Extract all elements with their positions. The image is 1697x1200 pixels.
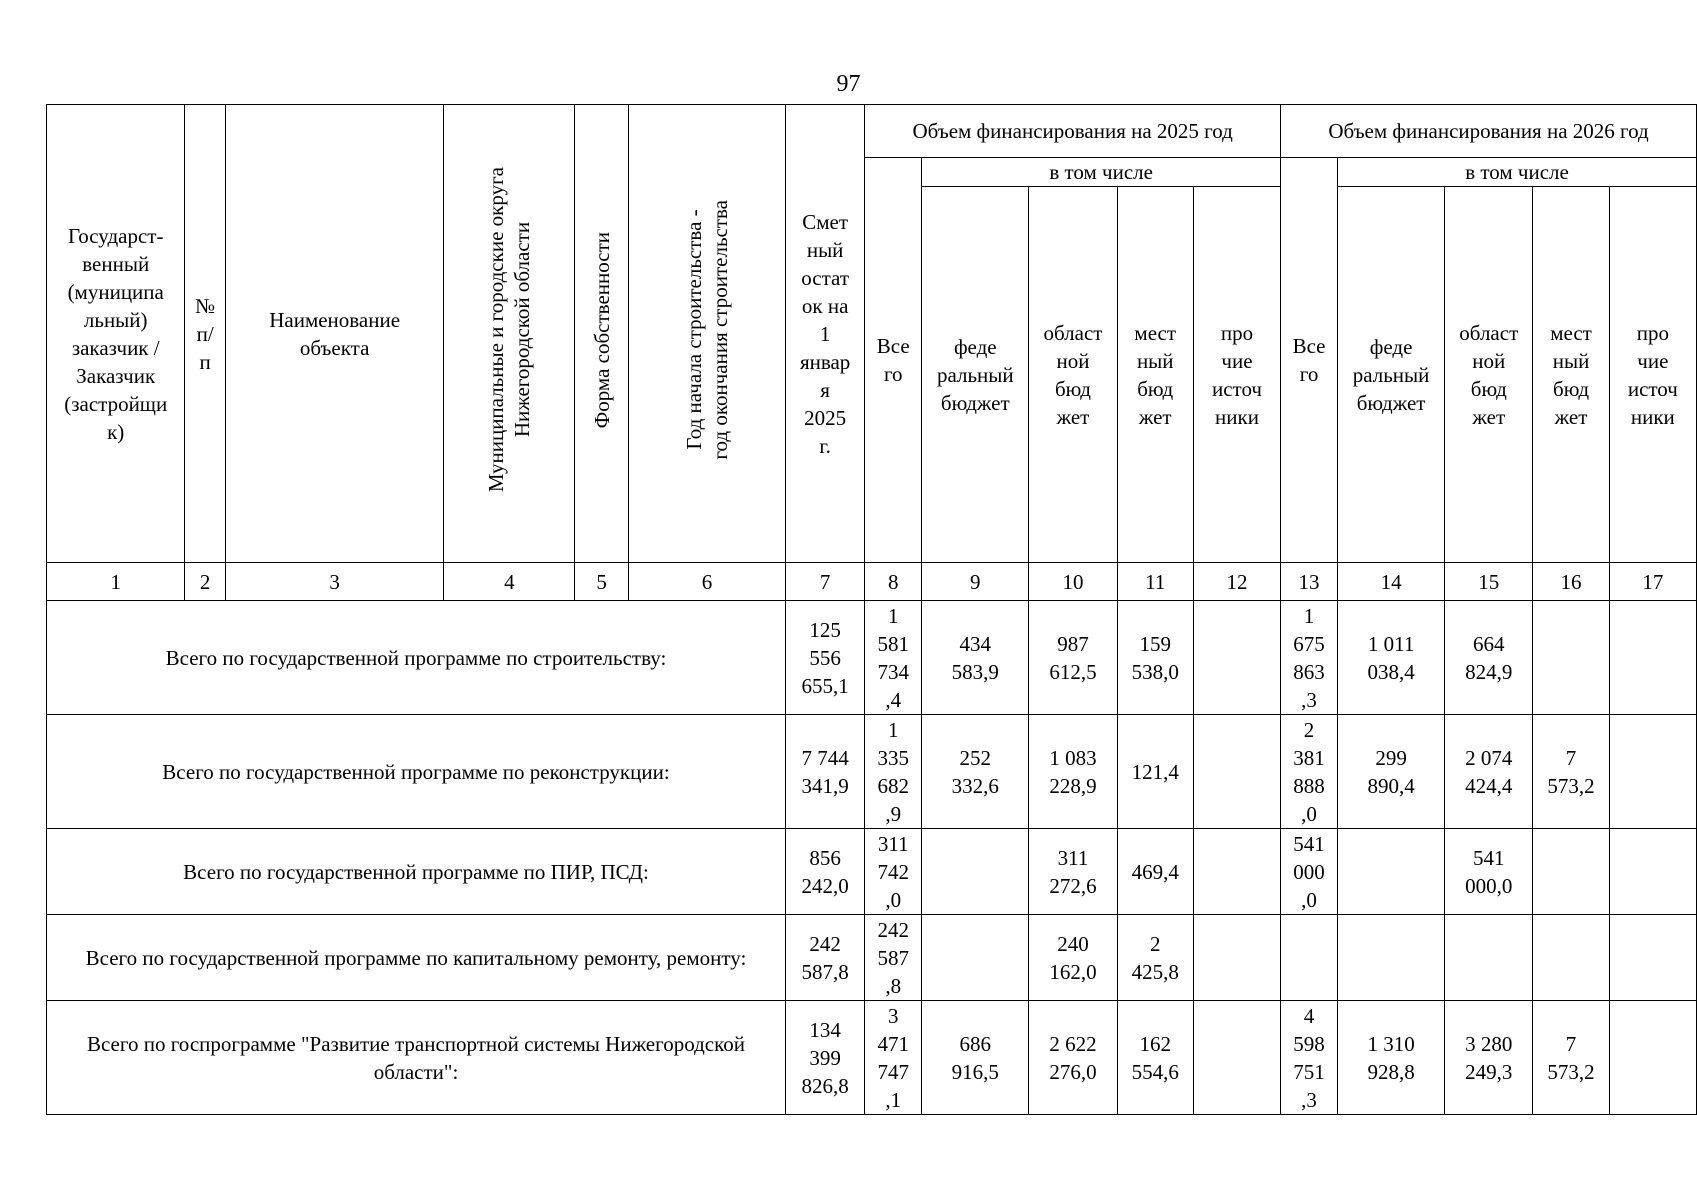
cell-local-2025: 159 538,0: [1117, 601, 1193, 715]
cell-federal-2026: [1338, 829, 1445, 915]
column-number: 11: [1117, 563, 1193, 601]
column-number: 15: [1445, 563, 1533, 601]
cell-total-2026: 1 675 863 ,3: [1281, 601, 1338, 715]
column-number: 13: [1281, 563, 1338, 601]
cell-remainder: 856 242,0: [785, 829, 864, 915]
cell-other-2026: [1609, 715, 1696, 829]
cell-local-2025: 469,4: [1117, 829, 1193, 915]
cell-federal-2026: [1338, 915, 1445, 1001]
header-total-2026: Все го: [1281, 158, 1338, 563]
column-number: 8: [865, 563, 922, 601]
cell-federal-2026: 299 890,4: [1338, 715, 1445, 829]
cell-local-2025: 162 554,6: [1117, 1001, 1193, 1115]
cell-total-2026: 4 598 751 ,3: [1281, 1001, 1338, 1115]
funding-table: [46, 104, 1697, 1115]
header-row-number: № п/ п: [185, 105, 225, 563]
header-other-2025: про чие источ ники: [1193, 187, 1280, 563]
header-estimated-remainder: Смет ный остат ок на 1 январ я 2025 г.: [785, 105, 864, 563]
cell-other-2025: [1193, 1001, 1280, 1115]
column-number: 10: [1029, 563, 1117, 601]
header-including-2026: в том числе: [1338, 158, 1697, 187]
cell-local-2026: 7 573,2: [1533, 715, 1609, 829]
table-row: [47, 1001, 1697, 1115]
header-including-2025: в том числе: [922, 158, 1281, 187]
cell-regional-2026: 3 280 249,3: [1445, 1001, 1533, 1115]
cell-total-2026: 541 000 ,0: [1281, 829, 1338, 915]
header-other-2026: про чие источ ники: [1609, 187, 1696, 563]
cell-total-2025: 242 587 ,8: [865, 915, 922, 1001]
cell-local-2026: [1533, 915, 1609, 1001]
cell-total-2025: 3 471 747 ,1: [865, 1001, 922, 1115]
table-row: [47, 915, 1697, 1001]
cell-other-2026: [1609, 829, 1696, 915]
header-object-name: Наименование объекта: [225, 105, 444, 563]
header-total-2025: Все го: [865, 158, 922, 563]
cell-other-2025: [1193, 915, 1280, 1001]
cell-local-2026: [1533, 601, 1609, 715]
cell-other-2026: [1609, 915, 1696, 1001]
cell-remainder: 242 587,8: [785, 915, 864, 1001]
cell-federal-2025: [922, 915, 1029, 1001]
cell-federal-2026: 1 310 928,8: [1338, 1001, 1445, 1115]
cell-other-2026: [1609, 1001, 1696, 1115]
cell-regional-2025: 311 272,6: [1029, 829, 1117, 915]
cell-federal-2025: 252 332,6: [922, 715, 1029, 829]
cell-regional-2026: 2 074 424,4: [1445, 715, 1533, 829]
header-municipality: [444, 105, 575, 563]
cell-local-2026: 7 573,2: [1533, 1001, 1609, 1115]
column-number: 9: [922, 563, 1029, 601]
table-row: [47, 601, 1697, 715]
cell-remainder: 7 744 341,9: [785, 715, 864, 829]
table-row: [47, 715, 1697, 829]
header-ownership: [575, 105, 629, 563]
cell-regional-2026: 664 824,9: [1445, 601, 1533, 715]
header-local-2026: мест ный бюд жет: [1533, 187, 1609, 563]
column-number: 4: [444, 563, 575, 601]
cell-local-2026: [1533, 829, 1609, 915]
header-ownership-text: Форма собственности: [589, 231, 614, 429]
cell-local-2025: 121,4: [1117, 715, 1193, 829]
row-label: Всего по государственной программе по капитальному ремонту, ремонту:: [47, 915, 786, 1001]
page-number: 97: [836, 71, 861, 97]
table-row: [47, 829, 1697, 915]
header-customer: Государст- венный (муниципа льный) заказчик / Заказчик (застройщи к): [47, 105, 185, 563]
column-number: 17: [1609, 563, 1696, 601]
column-number: 16: [1533, 563, 1609, 601]
header-regional-2026: област ной бюд жет: [1445, 187, 1533, 563]
column-number: 6: [628, 563, 785, 601]
column-number: 7: [785, 563, 864, 601]
header-years-text: Год начала строительства - год окончания строительства: [681, 200, 732, 460]
header-years: [628, 105, 785, 563]
column-number: 1: [47, 563, 185, 601]
column-number: 5: [575, 563, 629, 601]
cell-local-2025: 2 425,8: [1117, 915, 1193, 1001]
column-number: 2: [185, 563, 225, 601]
cell-federal-2026: 1 011 038,4: [1338, 601, 1445, 715]
row-label: Всего по государственной программе по реконструкции:: [47, 715, 786, 829]
cell-total-2026: [1281, 915, 1338, 1001]
cell-other-2026: [1609, 601, 1696, 715]
header-municipality-text: Муниципальные и городские округа Нижегородской области: [484, 167, 535, 493]
row-label: Всего по государственной программе по строительству:: [47, 601, 786, 715]
column-number-row: [47, 563, 1697, 601]
header-regional-2025: област ной бюд жет: [1029, 187, 1117, 563]
cell-regional-2026: 541 000,0: [1445, 829, 1533, 915]
column-number: 14: [1338, 563, 1445, 601]
cell-federal-2025: 686 916,5: [922, 1001, 1029, 1115]
cell-total-2026: 2 381 888 ,0: [1281, 715, 1338, 829]
cell-other-2025: [1193, 715, 1280, 829]
column-number: 3: [225, 563, 444, 601]
cell-other-2025: [1193, 601, 1280, 715]
header-federal-2026: феде ральный бюджет: [1338, 187, 1445, 563]
cell-federal-2025: 434 583,9: [922, 601, 1029, 715]
cell-total-2025: 311 742 ,0: [865, 829, 922, 915]
cell-remainder: 125 556 655,1: [785, 601, 864, 715]
header-local-2025: мест ный бюд жет: [1117, 187, 1193, 563]
cell-regional-2025: 2 622 276,0: [1029, 1001, 1117, 1115]
cell-regional-2025: 240 162,0: [1029, 915, 1117, 1001]
cell-regional-2026: [1445, 915, 1533, 1001]
column-number: 12: [1193, 563, 1280, 601]
cell-other-2025: [1193, 829, 1280, 915]
row-label: Всего по государственной программе по ПИР, ПСД:: [47, 829, 786, 915]
header-federal-2025: феде ральный бюджет: [922, 187, 1029, 563]
cell-regional-2025: 987 612,5: [1029, 601, 1117, 715]
cell-total-2025: 1 581 734 ,4: [865, 601, 922, 715]
row-label: Всего по госпрограмме "Развитие транспортной системы Нижегородской области":: [47, 1001, 786, 1115]
cell-remainder: 134 399 826,8: [785, 1001, 864, 1115]
header-funding-2025: Объем финансирования на 2025 год: [865, 105, 1281, 158]
cell-regional-2025: 1 083 228,9: [1029, 715, 1117, 829]
header-funding-2026: Объем финансирования на 2026 год: [1281, 105, 1697, 158]
cell-federal-2025: [922, 829, 1029, 915]
cell-total-2025: 1 335 682 ,9: [865, 715, 922, 829]
